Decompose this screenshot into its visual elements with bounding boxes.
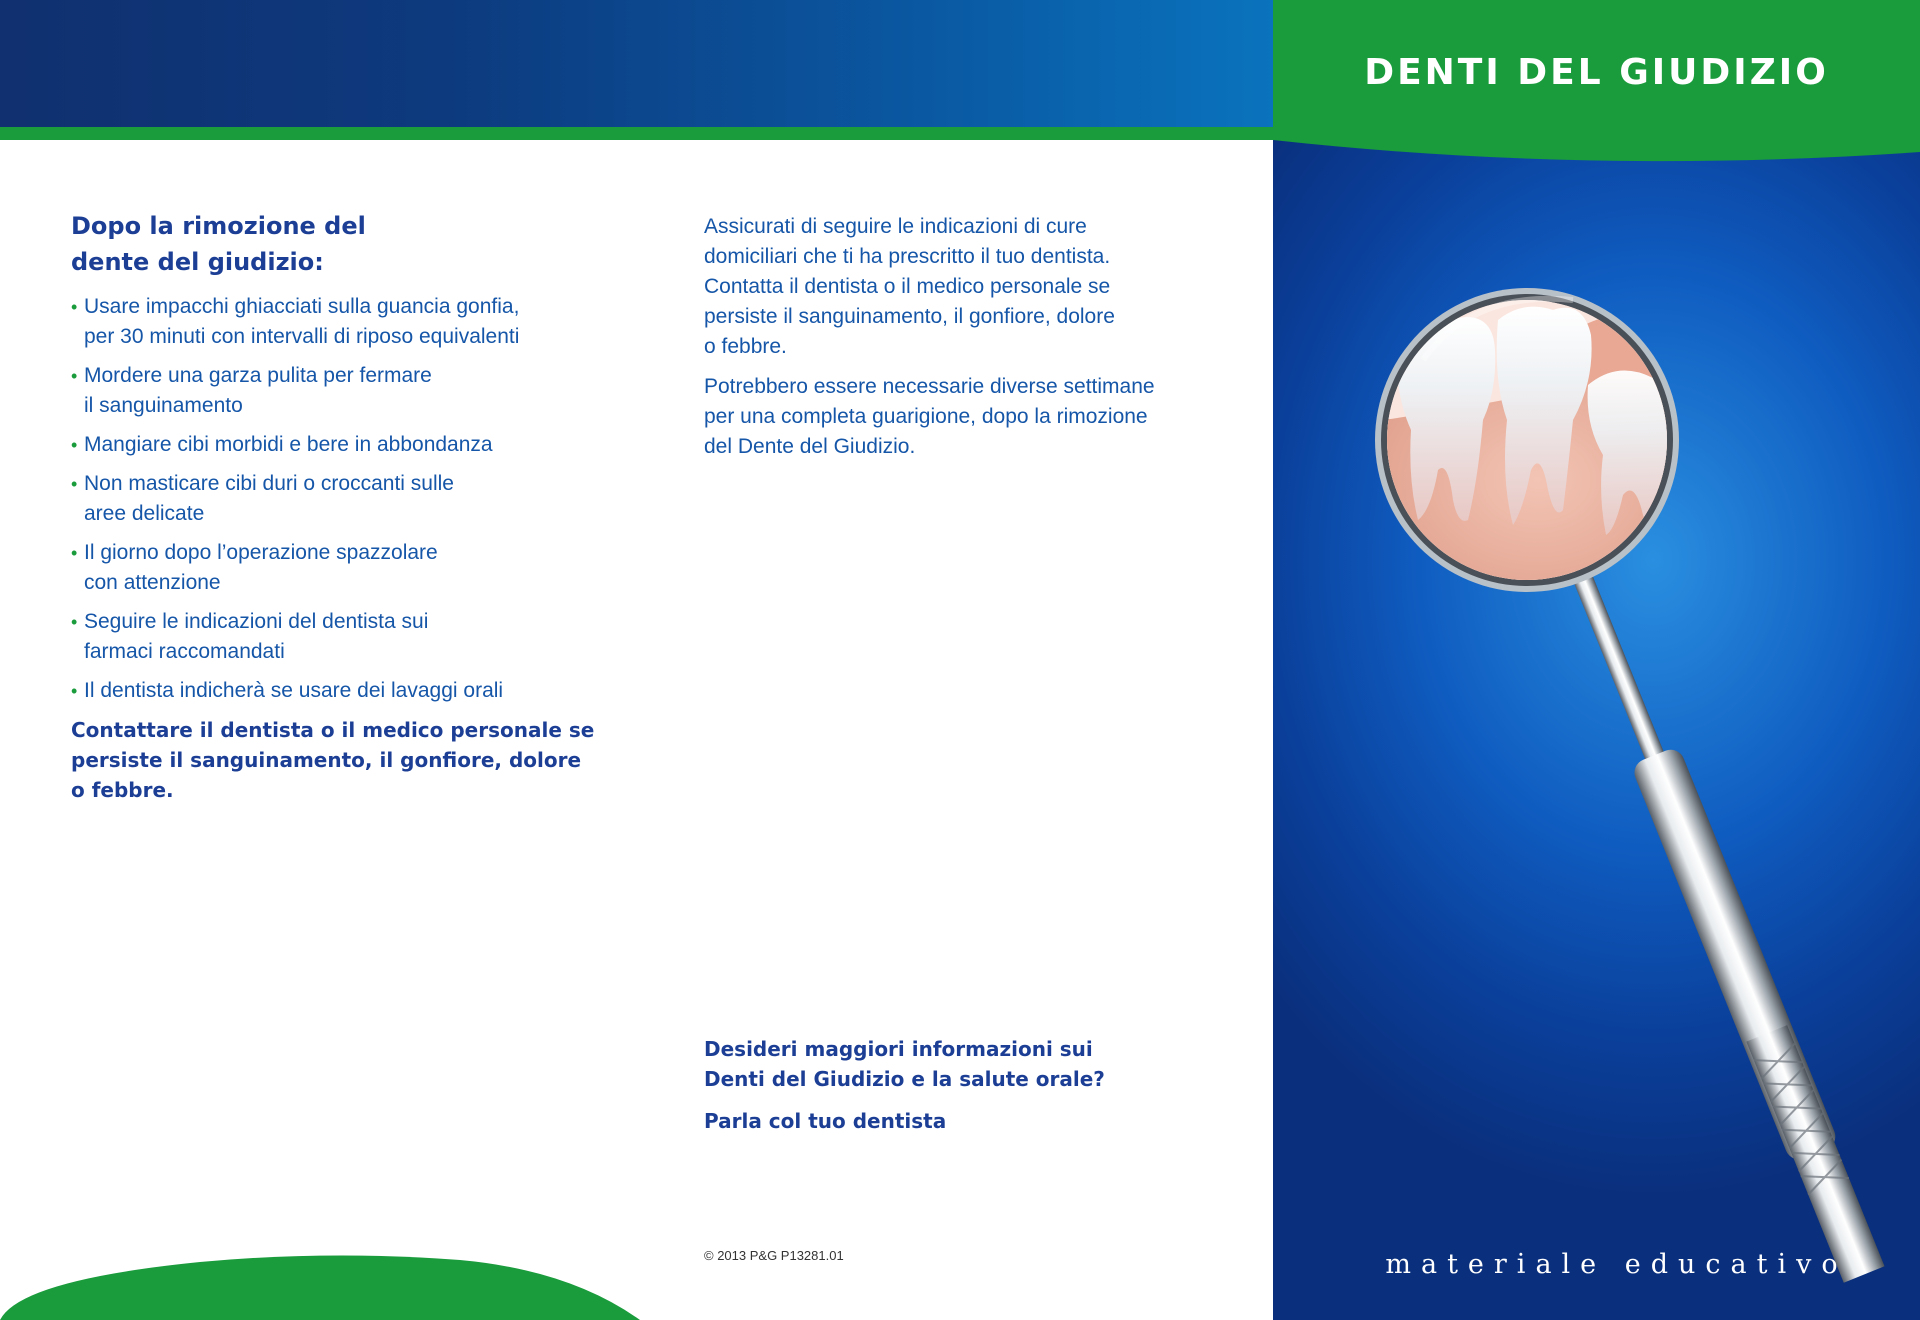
heading-line: Dopo la rimozione del bbox=[71, 212, 366, 240]
homecare-paragraph bbox=[704, 212, 1224, 362]
list-item-line: Il giorno dopo l’operazione spazzolare bbox=[84, 541, 438, 564]
bullet-icon: • bbox=[71, 297, 78, 317]
paragraph-line: o febbre. bbox=[704, 335, 787, 358]
list-item bbox=[71, 292, 611, 352]
list-item-line: Non masticare cibi duri o croccanti sulle bbox=[84, 472, 454, 495]
question-line: Denti del Giudizio e la salute orale? bbox=[704, 1067, 1105, 1091]
paragraph-line: Contatta il dentista o il medico personale se bbox=[704, 275, 1111, 298]
paragraph-line: Assicurati di seguire le indicazioni di cure bbox=[704, 215, 1087, 238]
aftercare-heading bbox=[71, 208, 611, 280]
list-item-line: Il dentista indicherà se usare dei lavaggi orali bbox=[84, 679, 504, 702]
list-item-line: il sanguinamento bbox=[84, 394, 243, 417]
copyright-text: © 2013 P&G P13281.01 bbox=[704, 1248, 844, 1263]
cover-title: DENTI DEL GIUDIZIO bbox=[1364, 52, 1829, 93]
list-item-line: farmaci raccomandati bbox=[84, 640, 285, 663]
list-item-line: Mordere una garza pulita per fermare bbox=[84, 364, 432, 387]
list-item-line: per 30 minuti con intervalli di riposo equivalenti bbox=[84, 325, 520, 348]
top-banner bbox=[0, 0, 1273, 127]
list-item-line: Usare impacchi ghiacciati sulla guancia gonfia, bbox=[84, 295, 520, 318]
top-green-stripe bbox=[0, 127, 1273, 140]
ask-dentist-text: Parla col tuo dentista bbox=[704, 1109, 947, 1133]
paragraph-line: per una completa guarigione, dopo la rimozione bbox=[704, 405, 1148, 428]
bullet-icon: • bbox=[71, 366, 78, 386]
list-item-line: con attenzione bbox=[84, 571, 221, 594]
paragraph-line: del Dente del Giudizio. bbox=[704, 435, 916, 458]
bullet-icon: • bbox=[71, 612, 78, 632]
bullet-icon: • bbox=[71, 543, 78, 563]
bullet-icon: • bbox=[71, 435, 78, 455]
contact-note-line: persiste il sanguinamento, il gonfiore, dolore bbox=[71, 748, 582, 772]
list-item bbox=[71, 676, 611, 706]
dental-mirror-icon bbox=[1273, 0, 1920, 1320]
more-info-question bbox=[704, 1034, 1224, 1094]
bullet-icon: • bbox=[71, 474, 78, 494]
aftercare-list bbox=[71, 292, 611, 706]
contact-note-line: Contattare il dentista o il medico personale se bbox=[71, 718, 595, 742]
list-item-line: aree delicate bbox=[84, 502, 205, 525]
list-item bbox=[71, 607, 611, 667]
paragraph-line: domiciliari che ti ha prescritto il tuo dentista. bbox=[704, 245, 1111, 268]
cover-tagline: materiale educativo bbox=[1385, 1249, 1848, 1280]
question-line: Desideri maggiori informazioni sui bbox=[704, 1037, 1093, 1061]
contact-note-line: o febbre. bbox=[71, 778, 174, 802]
middle-column bbox=[704, 212, 1224, 472]
contact-note bbox=[71, 715, 611, 805]
list-item-line: Mangiare cibi morbidi e bere in abbondanza bbox=[84, 433, 493, 456]
more-info-block bbox=[704, 1034, 1224, 1136]
cover-panel bbox=[1273, 0, 1920, 1320]
list-item bbox=[71, 430, 611, 460]
heading-line: dente del giudizio: bbox=[71, 248, 324, 276]
bullet-icon: • bbox=[71, 681, 78, 701]
bottom-green-arc bbox=[0, 1250, 1273, 1320]
left-column bbox=[71, 208, 611, 805]
list-item bbox=[71, 538, 611, 598]
paragraph-line: Potrebbero essere necessarie diverse settimane bbox=[704, 375, 1155, 398]
paragraph-line: persiste il sanguinamento, il gonfiore, dolore bbox=[704, 305, 1115, 328]
list-item bbox=[71, 469, 611, 529]
list-item-line: Seguire le indicazioni del dentista sui bbox=[84, 610, 429, 633]
list-item bbox=[71, 361, 611, 421]
healing-paragraph bbox=[704, 372, 1224, 462]
